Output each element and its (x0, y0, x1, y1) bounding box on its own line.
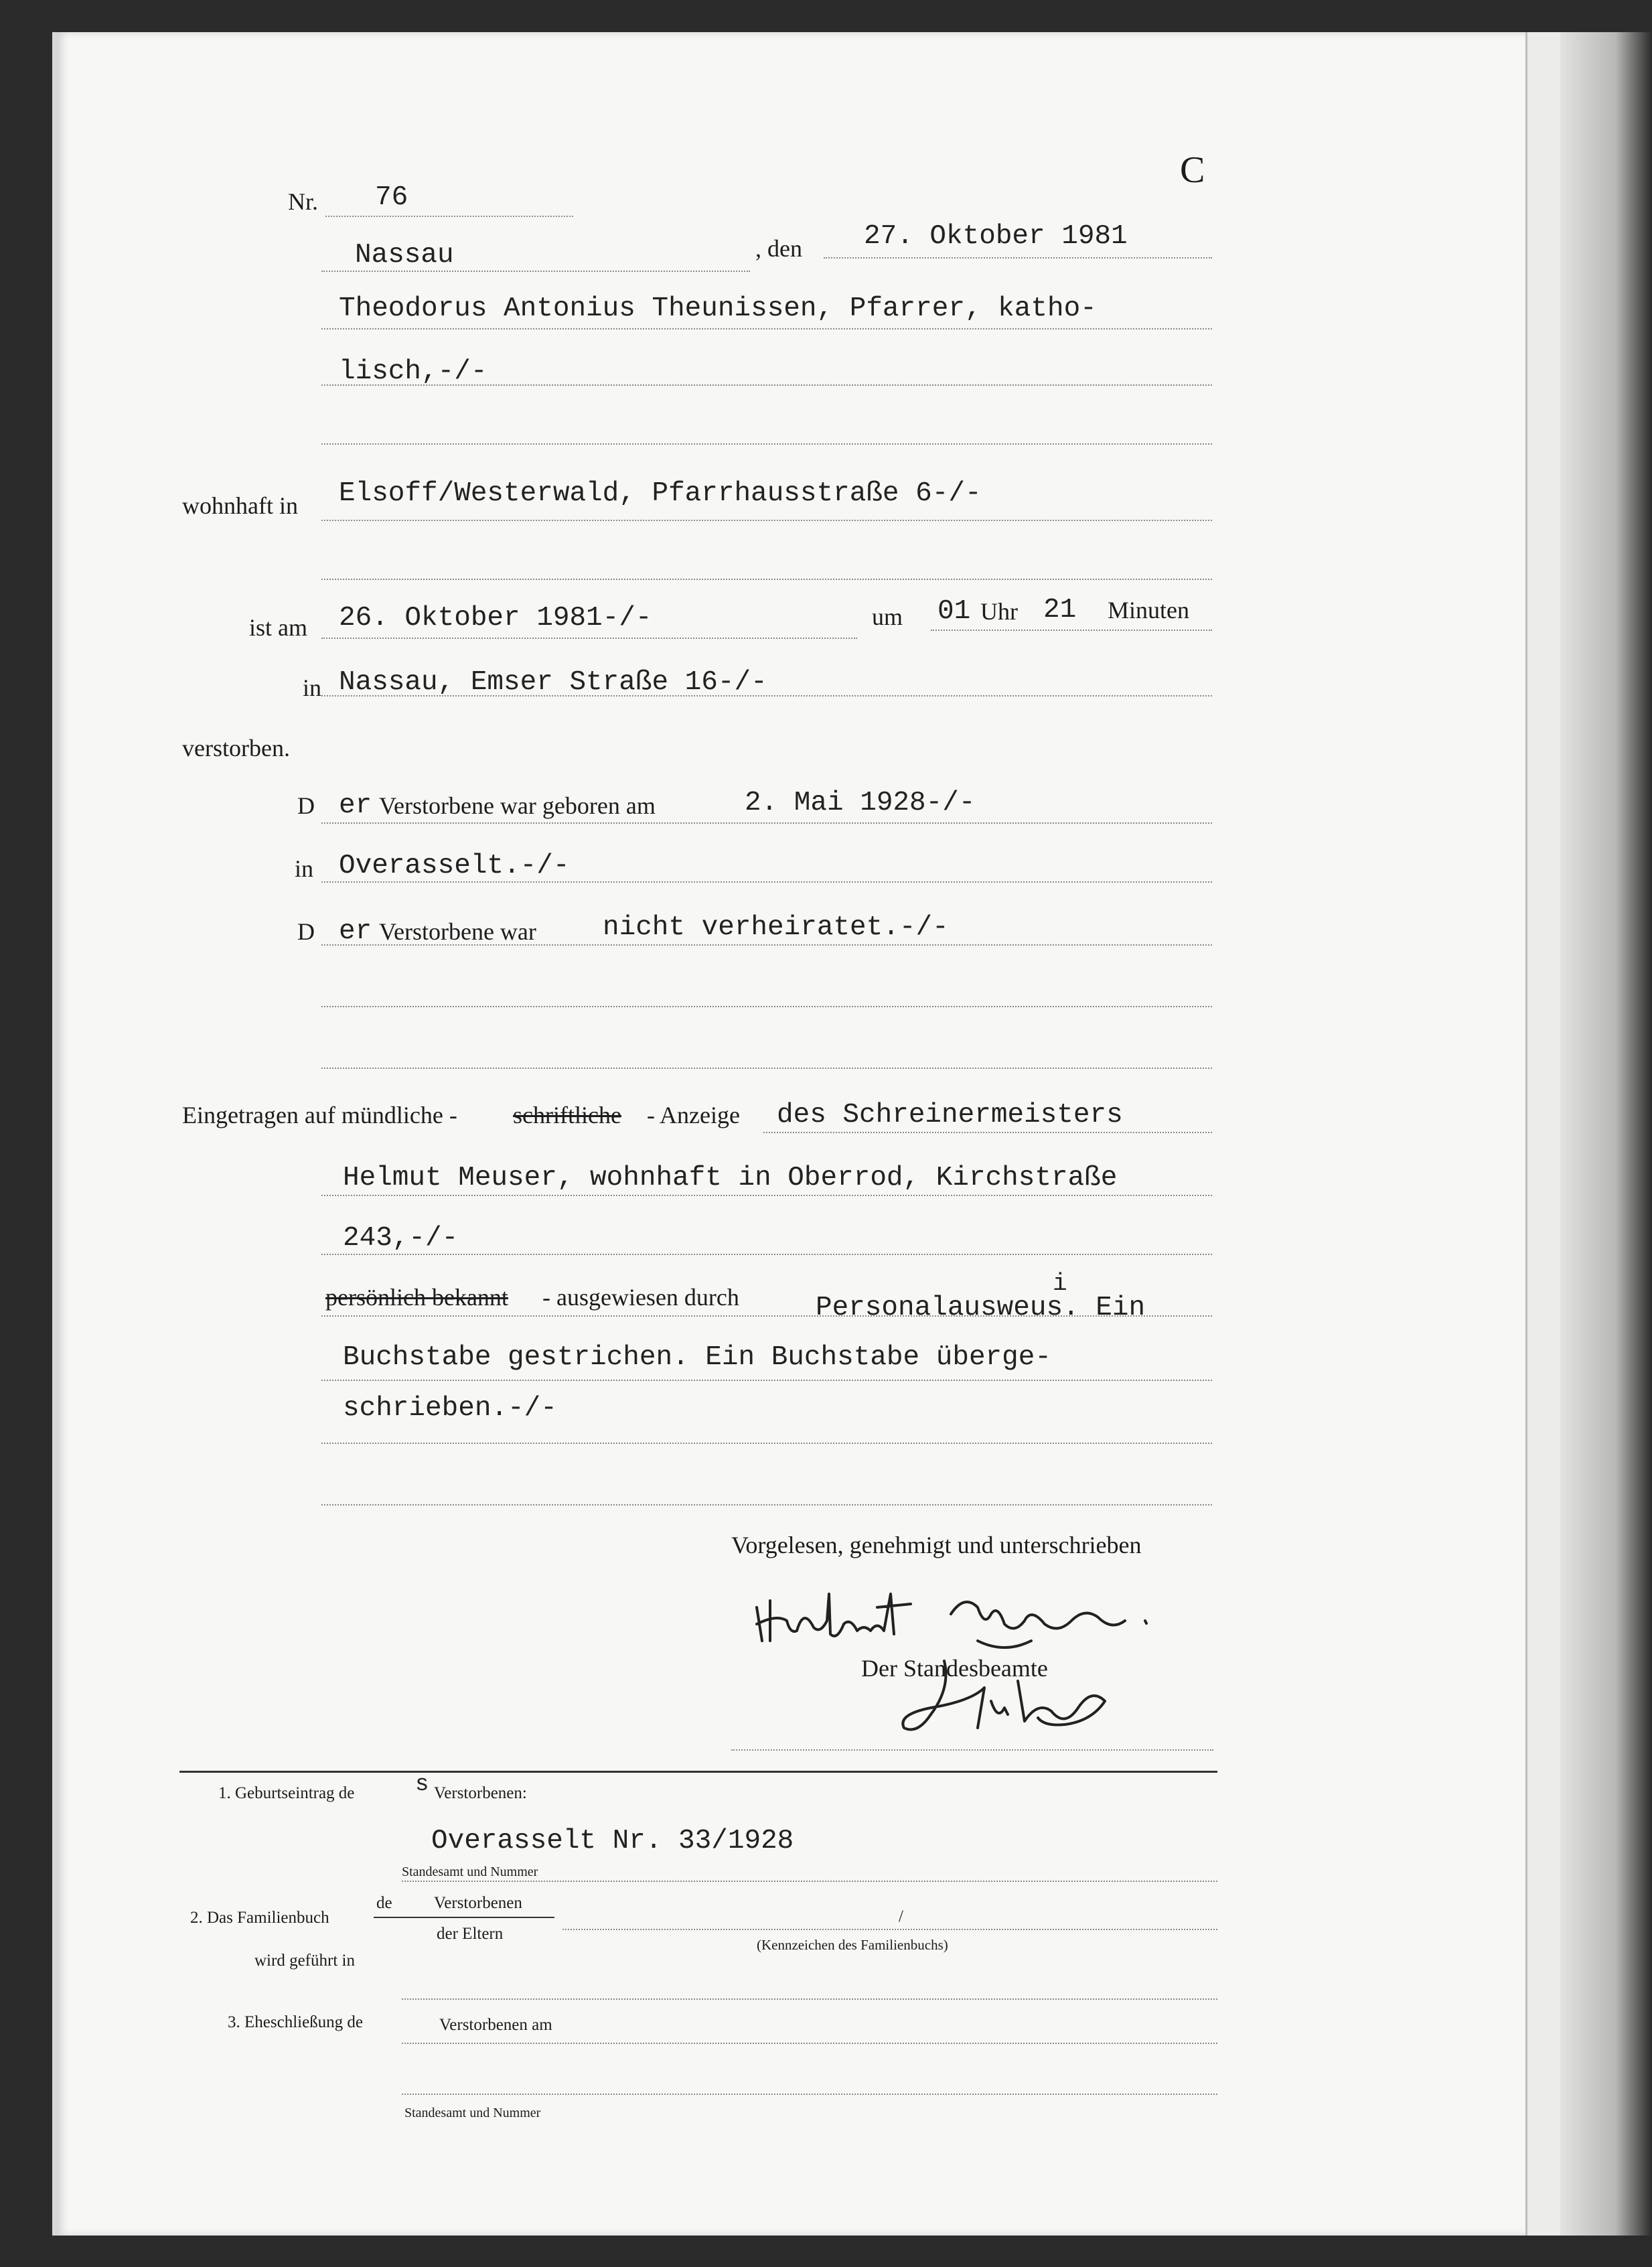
minute-value: 21 (1043, 595, 1077, 626)
ist-am-label: ist am (249, 614, 307, 641)
footer-marriage-tail: Verstorbenen am (439, 2016, 552, 2034)
person-dotted-1 (321, 328, 1212, 330)
footer-birth-standesamt: Standesamt und Nummer (402, 1864, 538, 1879)
person-line2: lisch,-/- (339, 356, 487, 387)
bekannt-struck: persönlich bekannt (325, 1284, 508, 1311)
footer-birth-label: 1. Geburtseintrag de (218, 1784, 355, 1802)
signature-line (731, 1749, 1213, 1751)
death-place: Nassau, Emser Straße 16-/- (339, 667, 767, 698)
wohnhaft-label: wohnhaft in (182, 492, 298, 519)
place-line (321, 271, 750, 272)
date-value: 27. Oktober 1981 (864, 221, 1128, 252)
date-line (824, 257, 1212, 259)
informant-line3-dots (321, 1254, 1212, 1255)
person-dotted-2 (321, 384, 1212, 386)
book-binding-shadow (1560, 32, 1652, 2236)
d1-er: er (339, 790, 372, 821)
in2-label: in (295, 855, 314, 882)
wohnhaft-dotted-2 (321, 579, 1212, 580)
marital-line (321, 944, 1212, 946)
footer-birth-tail: Verstorbenen: (434, 1784, 527, 1802)
marital-dotted-2 (321, 1006, 1212, 1007)
birth-place-line (321, 881, 1212, 883)
schriftliche-struck: schriftliche (513, 1102, 621, 1128)
wohnhaft-dotted-1 (321, 520, 1212, 521)
minuten-label: Minuten (1108, 597, 1189, 624)
footer-family-de: de (376, 1894, 392, 1912)
footer-family-label: 2. Das Familienbuch (190, 1909, 329, 1927)
verstorben-label: verstorben. (182, 735, 290, 761)
footer-family-fraction (374, 1917, 554, 1918)
geboren-label: Verstorbene war geboren am (379, 792, 656, 819)
informant-line1: des Schreinermeisters (777, 1100, 1123, 1130)
person-dotted-3 (321, 443, 1212, 445)
informant-line2-dots (321, 1195, 1212, 1196)
informant-signature (750, 1567, 1152, 1654)
d2-label: D (297, 918, 315, 945)
nr-value: 76 (375, 182, 408, 213)
informant-line2: Helmut Meuser, wohnhaft in Oberrod, Kirchstraße (343, 1163, 1118, 1193)
footer-marriage-line2 (402, 2094, 1217, 2095)
birth-place: Overasselt.-/- (339, 851, 570, 881)
time-line (931, 630, 1212, 631)
anzeige-label: - Anzeige (647, 1102, 740, 1128)
nr-label: Nr. (288, 188, 318, 215)
footer-marriage-standesamt: Standesamt und Nummer (404, 2106, 541, 2120)
informant-line3: 243,-/- (343, 1223, 459, 1254)
ausgewiesen-label: - ausgewiesen durch (542, 1284, 739, 1311)
place-value: Nassau (355, 240, 454, 271)
id-line2-dots (321, 1380, 1212, 1381)
person-line1: Theodorus Antonius Theunissen, Pfarrer, katho- (339, 293, 1097, 324)
id-line3: schrieben.-/- (343, 1393, 557, 1424)
death-place-line (321, 695, 1212, 697)
um-label: um (872, 603, 903, 630)
footer-family-kennzeichen: (Kennzeichen des Familienbuchs) (757, 1937, 948, 1953)
vorgelesen-text: Vorgelesen, genehmigt und unterschrieben (731, 1532, 1142, 1558)
marital-status: nicht verheiratet.-/- (603, 912, 949, 943)
footer-birth-value: Overasselt Nr. 33/1928 (431, 1826, 794, 1856)
d2-er: er (339, 916, 372, 947)
id-line2: Buchstabe gestrichen. Ein Buchstabe überge- (343, 1342, 1051, 1373)
id-line3-dots (321, 1443, 1212, 1444)
footer-marriage-label: 3. Eheschließung de (228, 2013, 364, 2031)
register-letter: C (1180, 149, 1205, 191)
footer-birth-line (402, 1881, 1217, 1882)
footer-family-verstorbenen: Verstorbenen (434, 1894, 522, 1912)
id-line1: Personalausweus. Ein (816, 1293, 1146, 1323)
in-label: in (303, 674, 322, 701)
d1-label: D (297, 792, 315, 819)
standesbeamte-label: Der Standesbeamte (861, 1655, 1048, 1682)
wohnhaft-value: Elsoff/Westerwald, Pfarrhausstraße 6-/- (339, 478, 982, 509)
nr-line (325, 216, 573, 217)
footer-separator (179, 1771, 1217, 1773)
registrar-signature (891, 1648, 1132, 1748)
footer-marriage-line (402, 2043, 1217, 2044)
birth-date-line (321, 822, 1212, 824)
id-blank-dots (321, 1504, 1212, 1506)
informant-line1-dots (763, 1132, 1212, 1133)
death-date: 26. Oktober 1981-/- (339, 603, 652, 634)
footer-family-line2 (402, 1998, 1217, 2000)
uhr-label: Uhr (980, 598, 1018, 625)
eingetragen-label: Eingetragen auf mündliche - (182, 1102, 457, 1128)
footer-family-slash: / (899, 1907, 903, 1925)
war-label: Verstorbene war (379, 918, 536, 945)
footer-birth-s: s (415, 1772, 429, 1798)
birth-date: 2. Mai 1928-/- (745, 788, 976, 818)
footer-family-gefuehrt: wird geführt in (254, 1952, 355, 1970)
footer-family-line (562, 1929, 1217, 1930)
den-label: , den (755, 235, 802, 262)
document-page (52, 32, 1529, 2236)
death-date-line (321, 638, 857, 639)
id-line1-dots (321, 1315, 1212, 1317)
hour-value: 01 (937, 596, 971, 627)
footer-family-eltern: der Eltern (437, 1925, 504, 1943)
id-correction: i (1053, 1270, 1067, 1297)
marital-dotted-3 (321, 1068, 1212, 1069)
